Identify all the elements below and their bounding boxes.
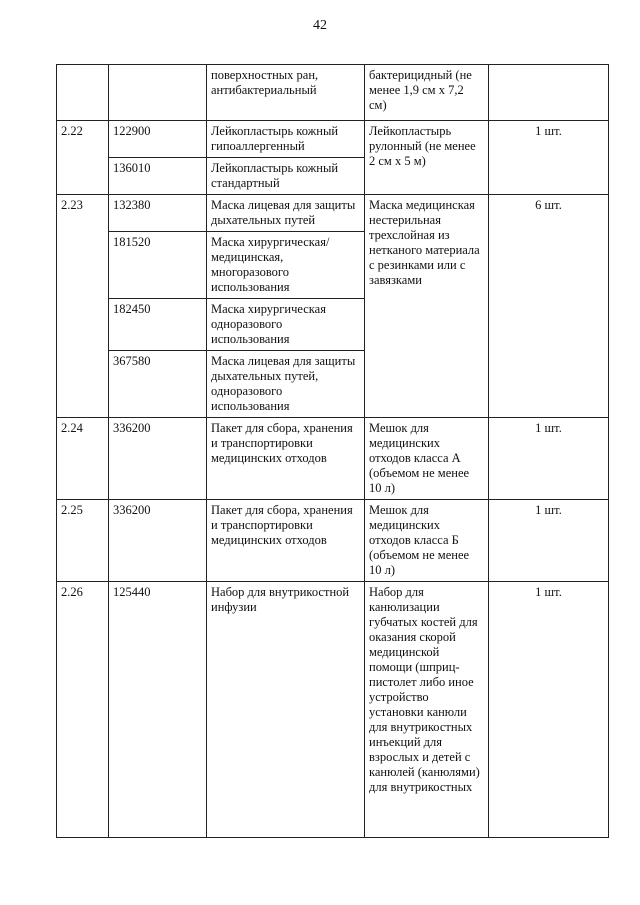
qty-cell: 1 шт.: [489, 121, 609, 195]
row-number-cell: [57, 65, 109, 121]
qty-cell: 1 шт.: [489, 418, 609, 500]
table-row: [57, 65, 609, 121]
code-cell: 336200: [109, 500, 207, 582]
spec-cell: Набор для канюлизации губчатых костей для оказания скорой медицинской помощи (шприц-пистолет либо иное устройство установки канюли для внутрикостных инъекций для взрослых и детей с канюлей (канюлями) для внутрикостных: [365, 582, 489, 838]
table-row: [57, 195, 609, 232]
code-cell: 125440: [109, 582, 207, 838]
code-cell: 367580: [109, 351, 207, 418]
code-cell: 182450: [109, 299, 207, 351]
row-number-cell: 2.24: [57, 418, 109, 500]
name-cell: Набор для внутрикостной инфузии: [207, 582, 365, 838]
qty-cell: 6 шт.: [489, 195, 609, 418]
spec-cell: бактерицидный (не менее 1,9 см х 7,2 см): [365, 65, 489, 121]
code-cell: 336200: [109, 418, 207, 500]
spec-cell: Лейкопластырь рулонный (не менее 2 см х 5 м): [365, 121, 489, 195]
name-cell: Пакет для сбора, хранения и транспортировки медицинских отходов: [207, 500, 365, 582]
table-row: [57, 500, 609, 582]
code-cell: 136010: [109, 158, 207, 195]
table-row: [57, 418, 609, 500]
spec-cell: Маска медицинская нестерильная трехслойная из нетканого материала с резинками или с завязками: [365, 195, 489, 418]
row-number-cell: 2.25: [57, 500, 109, 582]
code-cell: 132380: [109, 195, 207, 232]
name-cell: Маска лицевая для защиты дыхательных путей: [207, 195, 365, 232]
row-number-cell: 2.26: [57, 582, 109, 838]
name-cell: Маска хирургическая одноразового использования: [207, 299, 365, 351]
name-cell: поверхностных ран, антибактериальный: [207, 65, 365, 121]
name-cell: Пакет для сбора, хранения и транспортировки медицинских отходов: [207, 418, 365, 500]
table-row: [57, 121, 609, 158]
code-cell: 181520: [109, 232, 207, 299]
equipment-table: [56, 64, 609, 838]
code-cell: [109, 65, 207, 121]
qty-cell: [489, 65, 609, 121]
row-number-cell: 2.22: [57, 121, 109, 195]
spec-cell: Мешок для медицинских отходов класса А (объемом не менее 10 л): [365, 418, 489, 500]
qty-cell: 1 шт.: [489, 582, 609, 838]
spec-cell: Мешок для медицинских отходов класса Б (объемом не менее 10 л): [365, 500, 489, 582]
row-number-cell: 2.23: [57, 195, 109, 418]
code-cell: 122900: [109, 121, 207, 158]
name-cell: Лейкопластырь кожный гипоаллергенный: [207, 121, 365, 158]
table-row: [57, 582, 609, 838]
name-cell: Лейкопластырь кожный стандартный: [207, 158, 365, 195]
name-cell: Маска лицевая для защиты дыхательных путей, одноразового использования: [207, 351, 365, 418]
name-cell: Маска хирургическая/медицинская, многоразового использования: [207, 232, 365, 299]
page-number: 42: [313, 18, 327, 33]
qty-cell: 1 шт.: [489, 500, 609, 582]
